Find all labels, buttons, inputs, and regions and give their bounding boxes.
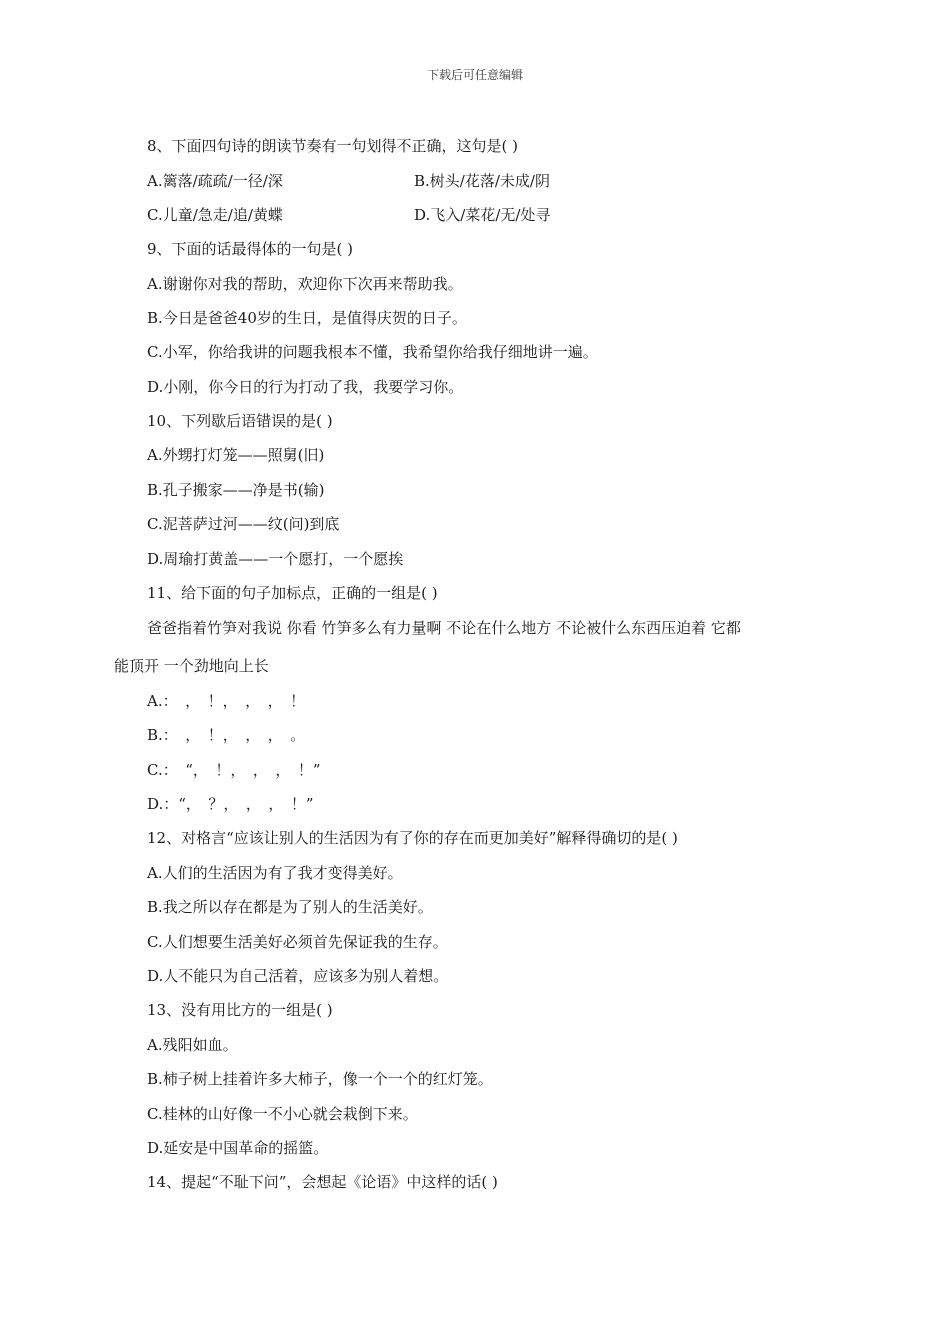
question-12: 12、对格言“应该让别人的生活因为有了你的存在而更加美好”解释得确切的是( )	[147, 829, 678, 847]
q10-option-c: C.泥菩萨过河——纹(问)到底	[147, 515, 340, 533]
q11-option-d: D.：“， ？， ， ， ！”	[147, 795, 314, 813]
q13-option-a: A.残阳如血。	[147, 1036, 238, 1054]
q11-sentence-line1: 爸爸指着竹笋对我说 你看 竹笋多么有力量啊 不论在什么地方 不论被什么东西压迫着 它都	[147, 619, 741, 637]
q12-option-a: A.人们的生活因为有了我才变得美好。	[147, 864, 403, 882]
q9-option-c: C.小军，你给我讲的问题我根本不懂，我希望你给我仔细地讲一遍。	[147, 343, 598, 361]
q8-option-b: B.树头/花落/未成/阴	[414, 172, 550, 190]
q10-option-d: D.周瑜打黄盖——一个愿打，一个愿挨	[147, 550, 404, 568]
question-14: 14、提起“不耻下问”，会想起《论语》中这样的话( )	[147, 1173, 498, 1191]
q12-option-b: B.我之所以存在都是为了别人的生活美好。	[147, 898, 433, 916]
question-13: 13、没有用比方的一组是( )	[147, 1001, 333, 1019]
q12-option-d: D.人不能只为自己活着，应该多为别人着想。	[147, 967, 449, 985]
q9-option-b: B.今日是爸爸40岁的生日，是值得庆贺的日子。	[147, 309, 467, 327]
q11-sentence-line2: 能顶开 一个劲地向上长	[114, 657, 269, 675]
q12-option-c: C.人们想要生活美好必须首先保证我的生存。	[147, 933, 448, 951]
q13-option-d: D.延安是中国革命的摇篮。	[147, 1139, 329, 1157]
q10-option-a: A.外甥打灯笼——照舅(旧)	[147, 446, 325, 464]
q13-option-c: C.桂林的山好像一不小心就会栽倒下来。	[147, 1105, 418, 1123]
q8-option-d: D.飞入/菜花/无/处寻	[414, 206, 551, 224]
q11-option-a: A.： ， ！， ， ， ！	[147, 692, 306, 710]
question-11: 11、给下面的句子加标点，正确的一组是( )	[147, 584, 438, 602]
q11-option-c: C.： “， ！， ， ， ！”	[147, 761, 321, 779]
q10-option-b: B.孔子搬家——净是书(输)	[147, 481, 325, 499]
q9-option-d: D.小刚，你今日的行为打动了我，我要学习你。	[147, 378, 464, 396]
q9-option-a: A.谢谢你对我的帮助，欢迎你下次再来帮助我。	[147, 275, 463, 293]
q13-option-b: B.柿子树上挂着许多大柿子，像一个一个的红灯笼。	[147, 1070, 493, 1088]
q11-option-b: B.： ， ！， ， ， 。	[147, 726, 306, 744]
q8-option-a: A.篱落/疏疏/一径/深	[147, 172, 283, 190]
q8-option-c: C.儿童/急走/追/黄蝶	[147, 206, 283, 224]
question-8: 8、下面四句诗的朗读节奏有一句划得不正确，这句是( )	[147, 137, 519, 155]
page-header: 下载后可任意编辑	[426, 68, 523, 82]
question-10: 10、下列歇后语错误的是( )	[147, 412, 333, 430]
question-9: 9、下面的话最得体的一句是( )	[147, 240, 354, 258]
